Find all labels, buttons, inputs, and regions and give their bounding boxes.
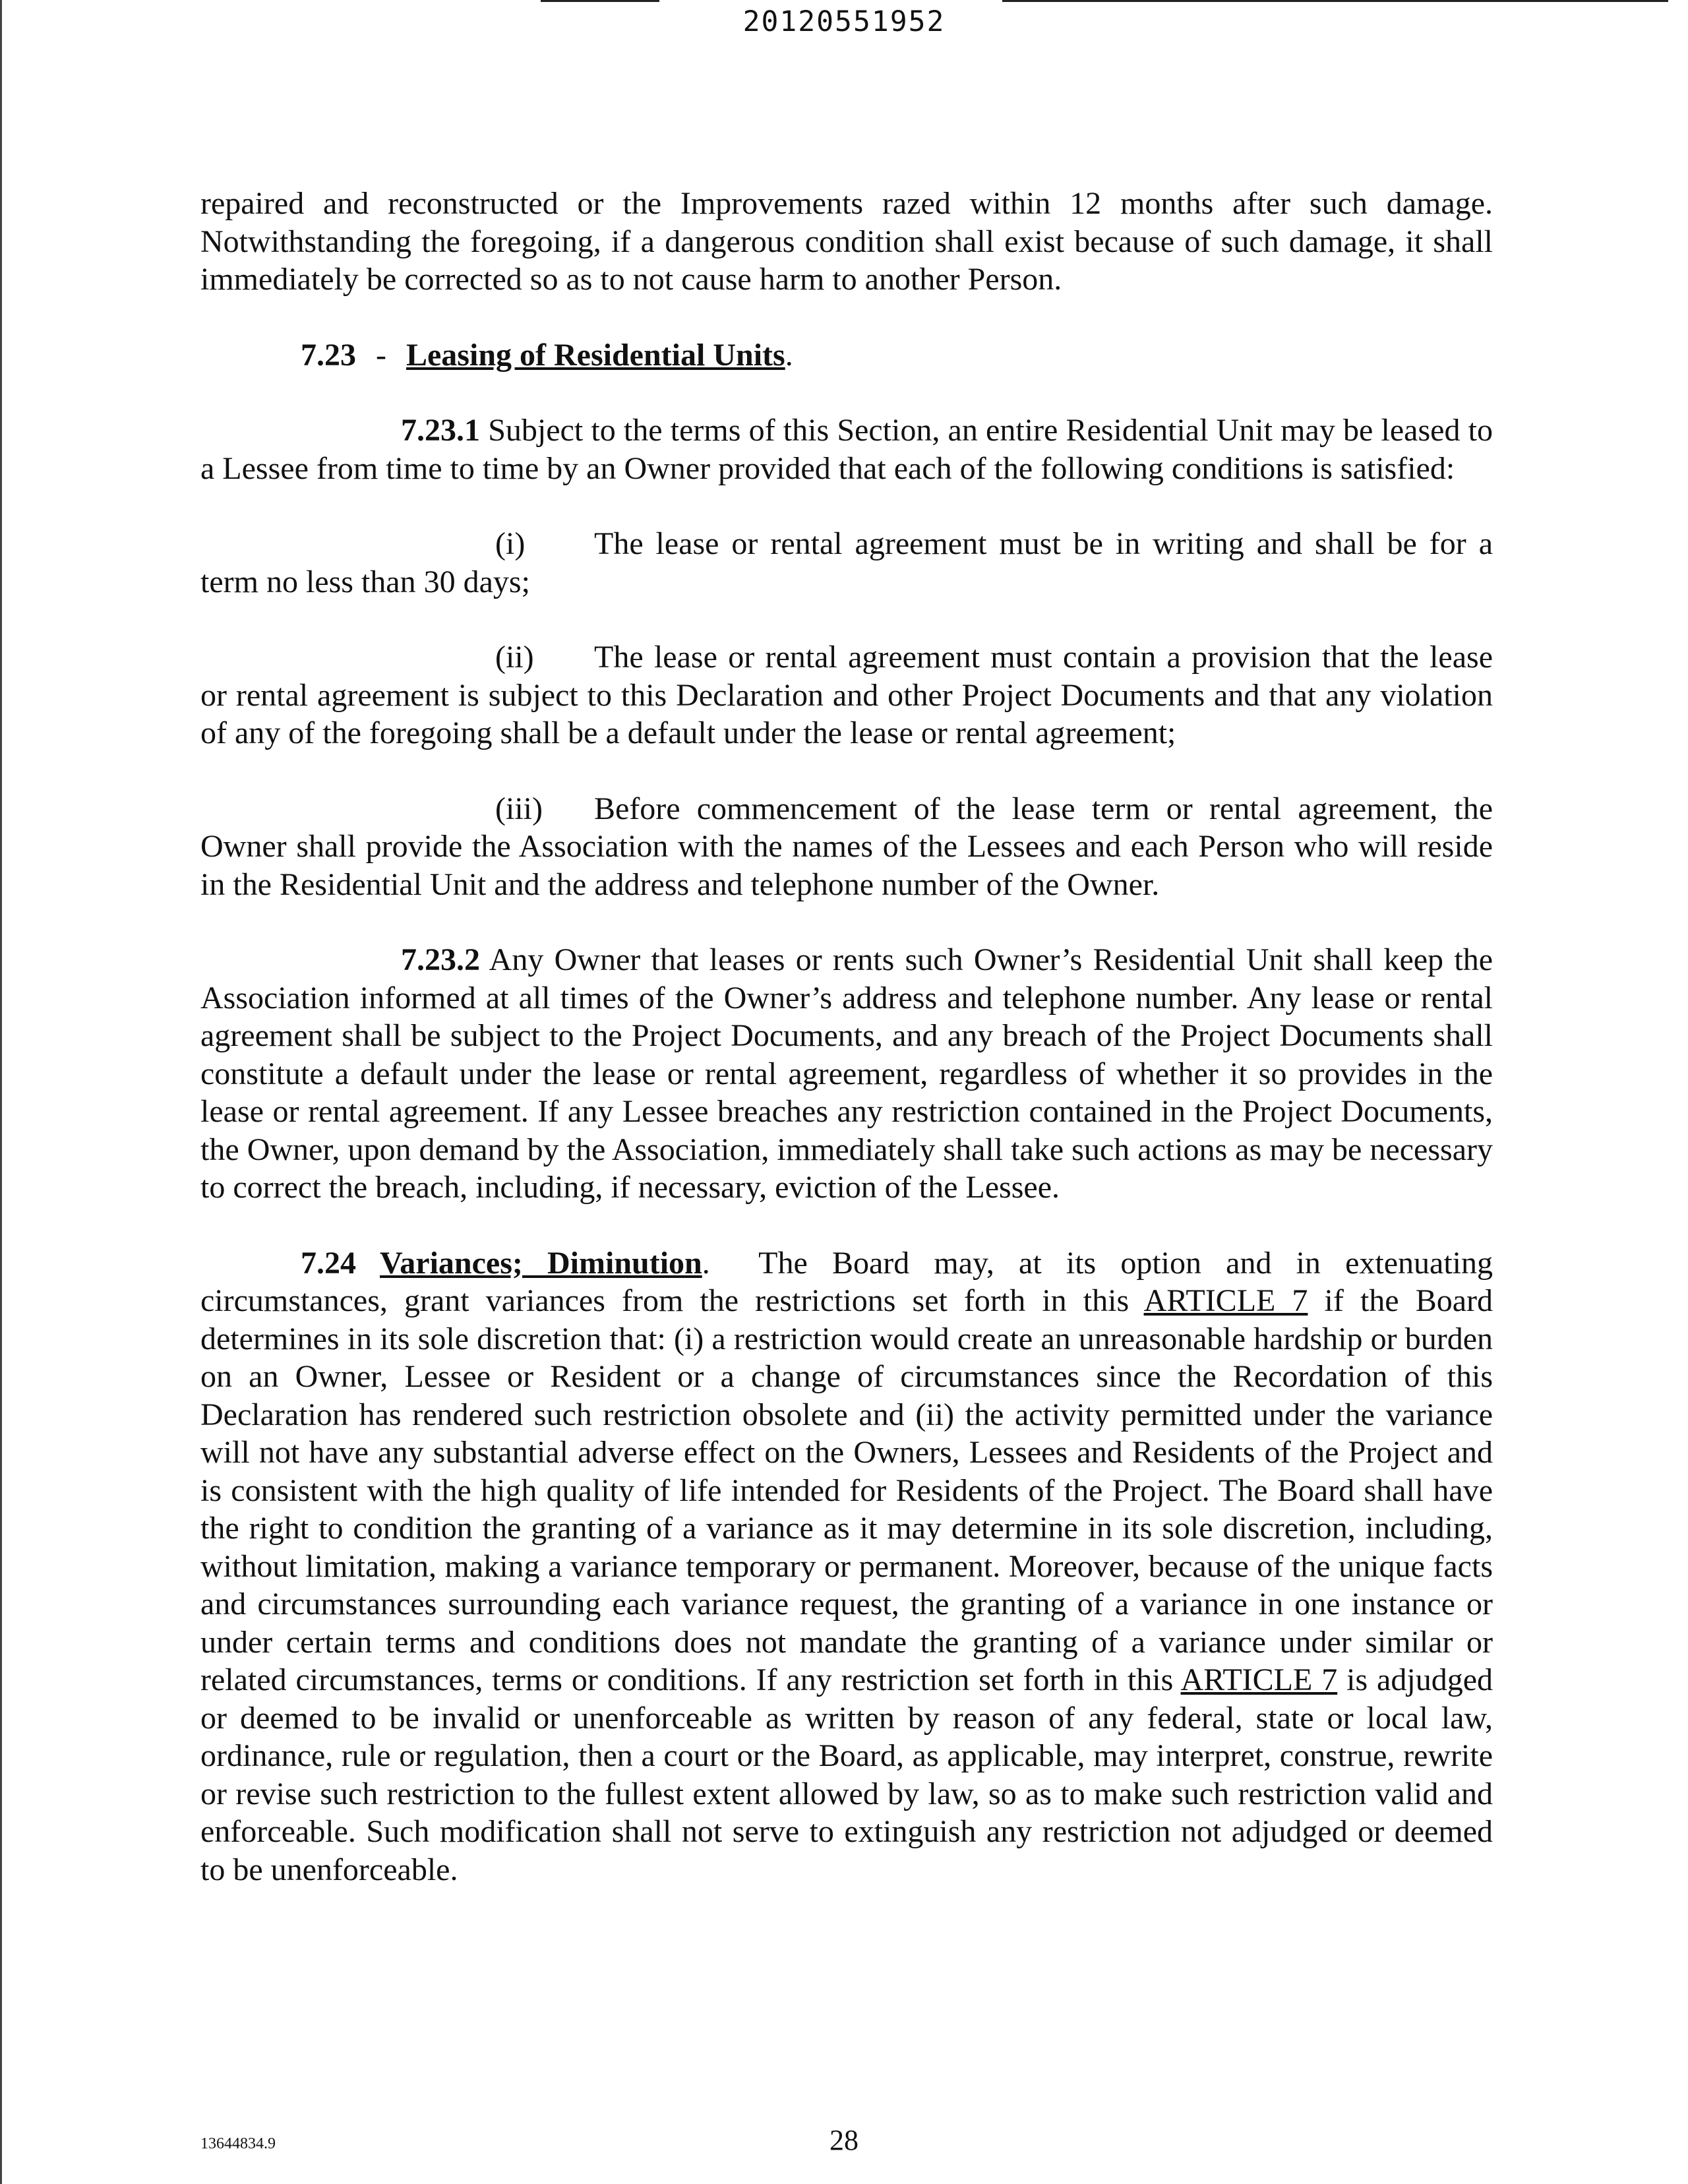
subsection-text: Any Owner that leases or rents such Owner’s Residential Unit shall keep the Association informed at all times of the Owner’s address and telephone number. Any lease or rental agreement shall be subject to the Project Documents, and any breach of the Project Documents shall constitute a default under the lease or rental agreement, regardless of whether it so provides in the lease or rental agreement. If any Lessee breaches any restriction contained in the Project Documents, the Owner, upon demand by the Association, immediately shall take such actions as may be necessary to correct the breach, including, if necessary, eviction of the Lessee. (200, 942, 1493, 1205)
page-number: 28 (829, 2124, 859, 2156)
section-number: 7.24 (301, 1245, 356, 1281)
list-item (200, 525, 1493, 601)
section-title: Leasing of Residential Units (406, 337, 785, 373)
section-7-23-heading: 7.23 - Leasing of Residential Units. (301, 337, 793, 373)
list-item (200, 790, 1493, 904)
section-title: Variances; Diminution (380, 1245, 702, 1281)
section-7-24-paragraph: 7.24 Variances; Diminution. The Board may, at its option and in extenuating circumstances, grant variances from the restrictions set forth in this ARTICLE 7 if the Board determines in its sole discretion that: (i) a restriction would create an unreasonable hardship or burden on an Owner, Lessee or Resident or a change of circumstances since the Recordation of this Declaration has rendered such restriction obsolete and (ii) the activity permitted under the variance will not have any substantial adverse effect on the Owners, Lessees and Residents of the Project and is consistent with the high quality of life intended for Residents of the Project. The Board shall have the right to condition the granting of a variance as it may determine in its sole discretion, including, without limitation, making a variance temporary or permanent. Moreover, because of the unique facts and circumstances surrounding each variance request, the granting of a variance in one instance or under certain terms and conditions does not mandate the granting of a variance under similar or related circumstances, terms or conditions. If any restriction set forth in this ARTICLE 7 is adjudged or deemed to be invalid or unenforceable as written by reason of any federal, state or local law, ordinance, rule or regulation, then a court or the Board, as applicable, may interpret, construe, rewrite or revise such restriction to the fullest extent allowed by law, so as to make such restriction valid and enforceable. Such modification shall not serve to extinguish any restriction not adjudged or deemed to be unenforceable. (200, 1245, 1493, 1887)
article-reference: ARTICLE 7 (1143, 1283, 1308, 1318)
header-rule-left (541, 0, 659, 2)
list-item-text: The lease or rental agreement must be in writing and shall be for a term no less than 30 days; (200, 526, 1493, 599)
section-separator: - (376, 337, 386, 373)
intro-paragraph: repaired and reconstructed or the Improvements razed within 12 months after such damage. Notwithstanding the foregoing, if a dangerous condition shall exist because of such damage, it shall immediately be corrected so as to not cause harm to another Person. (200, 186, 1493, 297)
list-item (200, 638, 1493, 752)
list-item-text: The lease or rental agreement must contain a provision that the lease or rental agreement is subject to this Declaration and other Project Documents and that any violation of any of the foregoing shall be a default under the lease or rental agreement; (200, 640, 1493, 750)
subsection-number: 7.23.1 (401, 413, 480, 448)
list-item-label: (iii) (495, 791, 543, 826)
list-item-label: (ii) (495, 640, 534, 675)
subsection-text: Subject to the terms of this Section, an entire Residential Unit may be leased to a Lessee from time to time by an Owner provided that each of the following conditions is satisfied: (200, 413, 1493, 486)
list-item-label: (i) (495, 526, 526, 561)
document-body (200, 185, 1493, 1889)
recording-number: 20120551952 (742, 5, 946, 38)
section-7-23-1-paragraph (200, 411, 1493, 487)
section-7-23-2-paragraph (200, 941, 1493, 1207)
subsection-number: 7.23.2 (401, 942, 480, 977)
section-number: 7.23 (301, 337, 356, 373)
list-item-text: Before commencement of the lease term or rental agreement, the Owner shall provide the Association with the names of the Lessees and each Person who will reside in the Residential Unit and the address and telephone number of the Owner. (200, 791, 1493, 902)
header-rule-right (1002, 0, 1668, 2)
article-reference: ARTICLE 7 (1180, 1662, 1338, 1697)
scan-left-edge (0, 0, 2, 2184)
footer-document-id: 13644834.9 (200, 2135, 276, 2152)
